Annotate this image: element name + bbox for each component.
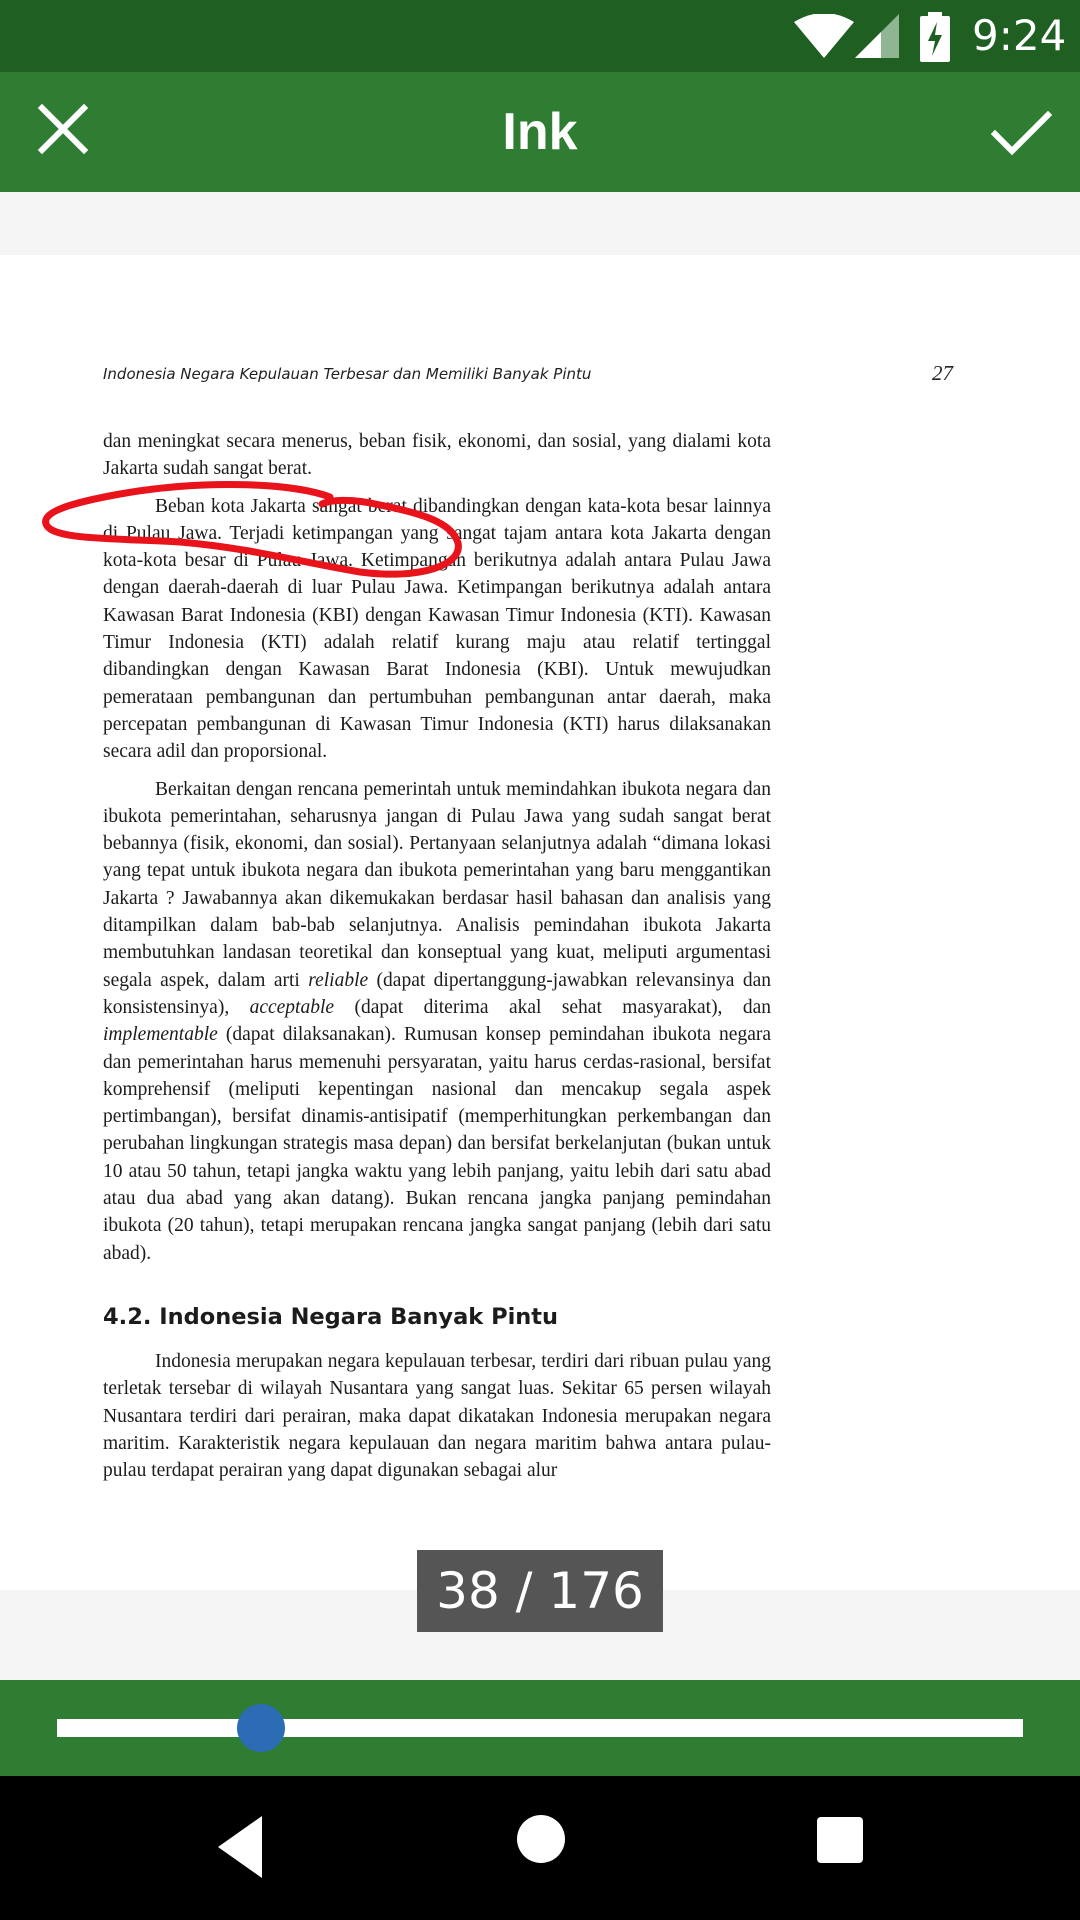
navigation-bar <box>0 1776 1080 1920</box>
paragraph-2: Beban kota Jakarta sangat berat dibandingkan dengan kata-kota besar lainnya di Pulau Jawa. Terjadi ketimpangan yang sangat tajam antara kota Jakarta dengan kota-kota besar di Pulau Jawa. Ketimpangan berikutnya adalah antara Pulau Jawa dengan daerah-daerah di luar Pulau Jawa. Ketimpangan berikutnya adalah antara Kawasan Barat Indonesia (KBI) dengan Kawasan Timur Indonesia (KTI). Kawasan Timur Indonesia (KTI) adalah relatif kurang maju atau relatif tertinggal dibandingkan dengan Kawasan Barat Indonesia (KBI). Untuk mewujudkan pemerataan pembangunan dan pertumbuhan pembangunan antar daerah, maka percepatan pembangunan di Kawasan Timur Indonesia (KTI) harus dilaksanakan secara adil dan proporsional. <box>103 495 771 763</box>
running-head-title: Indonesia Negara Kepulauan Terbesar dan Memiliki Banyak Pintu <box>103 365 592 383</box>
term-acceptable: acceptable <box>249 996 335 1018</box>
paragraph-1: dan meningkat secara menerus, beban fisik, ekonomi, dan sosial, yang dialami kota Jakarta sudah sangat berat. <box>103 431 771 480</box>
term-reliable: reliable <box>308 969 369 991</box>
page-indicator: 38 / 176 <box>417 1550 663 1632</box>
paragraph-3-part-c: (dapat diterima akal sehat masyarakat), dan <box>334 996 771 1018</box>
check-icon <box>982 94 1058 170</box>
app-title: Ink <box>502 103 578 161</box>
page-slider-track[interactable] <box>57 1719 1023 1737</box>
confirm-button[interactable] <box>982 94 1058 170</box>
back-button[interactable] <box>212 1812 268 1882</box>
close-icon <box>28 94 104 170</box>
home-button[interactable] <box>516 1814 566 1864</box>
recents-icon <box>816 1816 864 1864</box>
paragraph-3-part-a: Berkaitan dengan rencana pemerintah untuk memindahkan ibukota negara dan ibukota pemerintahan, seharusnya jangan di Pulau Jawa yang sudah sangat berat bebannya (fisik, ekonomi, dan sosial). Pertanyaan selanjutnya adalah “dimana lokasi yang tepat untuk ibukota negara dan ibukota pemerintahan yang baru menggantikan Jakarta ? Jawabannya akan dikemukakan berdasar hasil bahasan dan analisis yang ditampilkan dalam bab-bab selanjutnya. Analisis pemindahan ibukota Jakarta membutuhkan landasan teoretikal dan konseptual yang kuat, meliputi argumentasi segala aspek, dalam arti <box>103 778 771 991</box>
section-heading: 4.2. Indonesia Negara Banyak Pintu <box>103 1304 559 1330</box>
battery-charging-icon <box>920 12 950 62</box>
signal-icon <box>855 14 899 58</box>
running-head <box>103 361 953 395</box>
close-button[interactable] <box>28 94 104 170</box>
app-bar <box>0 72 1080 192</box>
back-icon <box>212 1812 268 1882</box>
term-implementable: implementable <box>103 1024 218 1046</box>
page-slider-thumb[interactable] <box>237 1704 285 1752</box>
body-text <box>103 428 771 1277</box>
recents-button[interactable] <box>816 1816 864 1864</box>
document-page[interactable] <box>0 255 1080 1590</box>
printed-page-number: 27 <box>932 361 953 385</box>
body-text-section <box>103 1348 771 1484</box>
paragraph-3-part-d: (dapat dilaksanakan). Rumusan konsep pemindahan ibukota negara dan pemerintahan harus memenuhi persyaratan, yaitu harus cerdas-rasional, bersifat komprehensif (meliputi kepentingan nasional dan mencakup segala aspek pertimbangan), bersifat dinamis-antisipatif (memperhitungkan perkembangan dan perubahan lingkungan strategis masa depan) dan bersifat berkelanjutan (bukan untuk 10 atau 50 tahun, tetapi jangka waktu yang lebih panjang, yaitu lebih dari satu abad atau dua abad yang akan datang). Bukan rencana jangka panjang pemindahan ibukota (20 tahun), tetapi merupakan rencana jangka sangat panjang (lebih dari satu abad). <box>103 1024 771 1264</box>
paragraph-3 <box>103 776 771 1267</box>
wifi-icon <box>794 14 854 58</box>
status-time: 9:24 <box>972 11 1067 60</box>
paragraph-3-part-b: (dapat dipertanggung-jawabkan relevansinya dan konsistensinya), <box>103 969 772 1018</box>
home-icon <box>516 1814 566 1864</box>
status-bar <box>0 0 1080 72</box>
paragraph-4: Indonesia merupakan negara kepulauan terbesar, terdiri dari ribuan pulau yang terletak tersebar di wilayah Nusantara yang sangat luas. Sekitar 65 persen wilayah Nusantara terdiri dari perairan, maka dapat dikatakan Indonesia merupakan negara maritim. Karakteristik negara kepulauan dan negara maritim bahwa antara pulau-pulau terdapat perairan yang dapat digunakan sebagai alur <box>103 1351 771 1482</box>
page-slider-bar <box>0 1680 1080 1776</box>
